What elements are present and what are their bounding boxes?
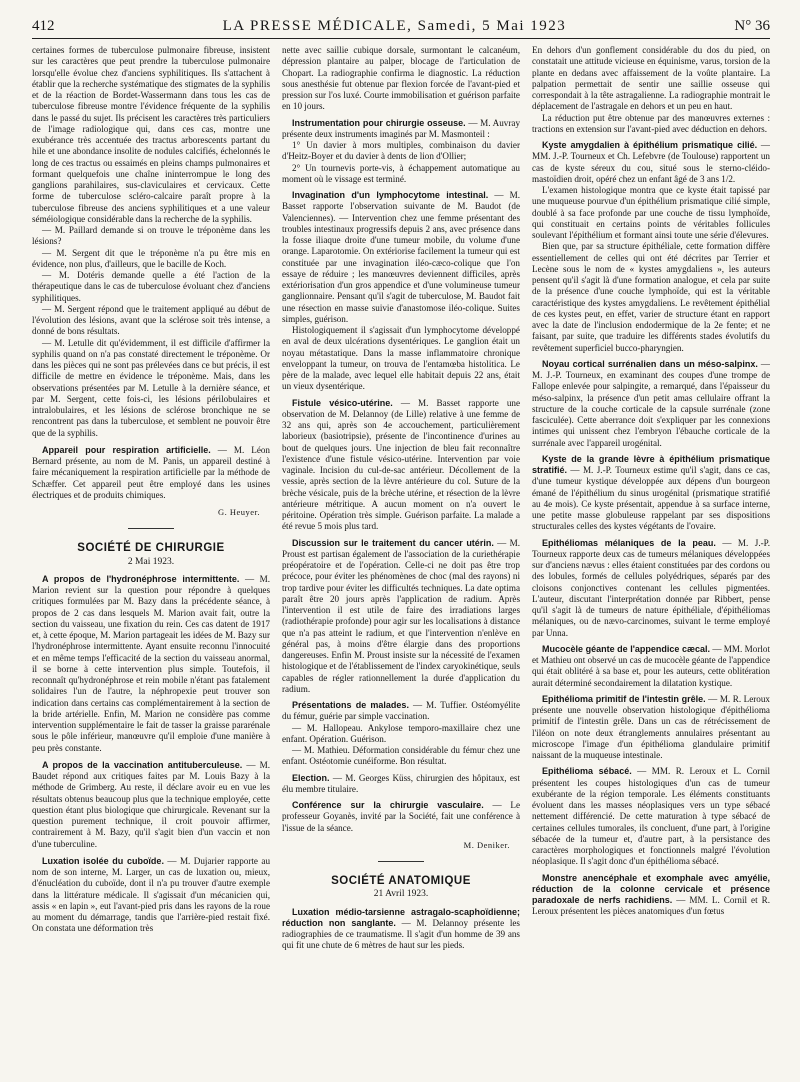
paragraph: — M. Mathieu. Déformation considérable du fémur chez une enfant. Ostéotomie cunéiforme. Bon résultat. — [282, 745, 520, 767]
section-heading: Monstre anencéphale et exomphale avec amyélie, réduction de la colonne cervicale et présence paradoxale de nerfs rachidiens. — [532, 872, 770, 905]
paragraph: — M. Léon Bernard présente, au nom de M. Panis, un appareil destiné à faire mécaniquement la respiration artificielle par la méthode de Schæffer. Cet appareil peut être employé dans les usines électriques et de produits chimiques. — [32, 444, 270, 500]
column-1 — [32, 45, 270, 1075]
paragraph: — M. J.-P. Tourneux estime qu'il s'agit, dans ce cas, d'une tumeur kystique développée aux dépens d'un bourgeon émané de l'épithélium du sinus urogénital (prismatique stratifié au 4e mois). Ce kyste présentait, appendue à sa surface interne, une petite masse globuleuse rappelant par ses dispositions structurales celles des kystes végétants de l'ovaire. — [532, 465, 770, 532]
text-columns — [32, 45, 770, 1075]
section-heading: Noyau cortical surrénalien dans un méso-salpinx. — [542, 358, 758, 369]
column-2 — [282, 45, 520, 1075]
paragraph: — M. Paillard demande si on trouve le tréponème dans les lésions? — [32, 225, 270, 247]
divider — [378, 861, 424, 862]
paragraph: — MM. Morlot et Mathieu ont observé un cas de mucocèle géante de l'appendice qui était oblitéré à sa base et, pour les auteurs, cette oblitération aurait déterminé secondairement la dilatation kystique. — [532, 643, 770, 688]
section-heading: Luxation isolée du cuboïde. — [42, 855, 164, 866]
paragraph: — MM. J.-P. Tourneux et Ch. Lefebvre (de Toulouse) rapportent un cas de kyste séreux du cou, situé sous le sterno-cléido-mastoïdien droit, opéré chez un enfant âgé de 3 ans 1/2. — [532, 140, 770, 184]
section-heading: Mucocèle géante de l'appendice cæcal. — [542, 643, 710, 654]
signature: G. Heuyer. — [217, 507, 260, 517]
section-heading: Conférence sur la chirurgie vasculaire. — [292, 800, 484, 810]
section-heading: A propos de l'hydronéphrose intermittente. — [42, 573, 240, 584]
paragraph: — M. Dujarier rapporte au nom de son interne, M. Larger, un cas de luxation ou, mieux, d'énucléation du cuboïde, dont il n'a pu trouver d'autre exemple dans la littérature médicale. Il s'agissait d'un mécanicien qui, assis « en lapin », eut l'avant-pied pris dans les rayons de la roue au moment du démarrage, tandis que l'arrière-pied restait fixé. On constata une déformation très — [32, 855, 270, 934]
paragraph: La réduction put être obtenue par des manœuvres externes : tractions en extension sur l'avant-pied avec déduction en dehors. — [532, 112, 770, 134]
paragraph: — M. Marion revient sur la question pour répondre à quelques critiques formulées par M. Bazy dans la précédente séance, à propos de 2 cas dans lesquels M. Marion avait fait, outre la section du vaisseau, une fixation du rein. Ces cas datent de 1917 et, à cette époque, M. Marion partageait les idées de M. Bazy sur l'hydronéphrose intermittente. Ayant ensuite reconnu l'innocuité et en même temps l'efficacité de la section du vaisseau anormal, il se borne à cette intervention plus simple. Toutefois, il reconnaît qu'hydronéphrose et rein mobile n'étant pas fatalement solidaires l'un de l'autre, la néphropexie peut trouver son indication dans certains cas complémentairement à la section de la bride artérielle. Enfin, M. Marion ne considère pas comme intervention supplémentaire le fait de tasser la graisse pararénale sous le pôle inférieur, manœuvre qu'il emploie d'une manière à peu près constante. — [32, 573, 270, 753]
paragraph: 1° Un davier à mors multiples, combinaison du davier d'Heitz-Boyer et du davier à dents de lion d'Ollier; — [282, 140, 520, 162]
paragraph: — M. J.-P. Tourneux, en examinant des coupes d'une trompe de Fallope enlevée pour salpingite, a remarqué, dans l'épaisseur du méso-salpinx, la présence d'un petit amas cellulaire offrant la structure de la couche corticale de la capsule surrénale (zone fasciculée). Cette aberrance doit s'expliquer par les connexions intimes qui unissent chez l'embryon l'ébauche corticale de la surrénale avec l'appareil urogénital. — [532, 358, 770, 448]
paragraph: — M. Basset rapporte l'observation suivante de M. Baudot (de Valenciennes). — Intervention chez une femme présentant des troubles intestinaux progressifs depuis 2 ans, avec présence dans la fosse iliaque droite d'une tumeur mobile, du volume d'une orange. Laparotomie. On extériorise facilement la tumeur qui est constituée par une invagination iléo-cæco-colique que l'on essaye de réduire ; les manœuvres deviennent difficiles, après extériorisation d'un gros appendice et d'une volumineuse tumeur ganglionnaire. Pensant qu'il s'agit de tuberculose, M. Baudot fait une résection en masse suivie d'anastomose iléo-colique. Suites simples, guérison. — [282, 190, 520, 324]
paragraph: — M. Georges Küss, chirurgien des hôpitaux, est élu membre titulaire. — [282, 772, 520, 794]
journal-title: LA PRESSE MÉDICALE, Samedi, 5 Mai 1923 — [222, 18, 567, 34]
session-date: 21 Avril 1923. — [373, 889, 429, 900]
paragraph: — MM. L. Cornil et R. Leroux présentent les pièces anatomiques d'un fœtus — [532, 895, 770, 917]
paragraph: Histologiquement il s'agissait d'un lymphocytome développé en aval de deux ulcérations dysentériques. Le ganglion était un noyau métastatique. Dans la masse inflammatoire chronique enveloppant la tumeur, on trouva de l'entamœba histolitica. Le père de la malade, avec lequel elle habitait depuis 22 ans, était un vieux dysentérique. — [282, 325, 520, 392]
section-heading: Présentations de malades. — [292, 700, 409, 710]
paragraph: — M. Letulle dit qu'évidemment, il est difficile d'affirmer la syphilis quand on n'a pas constaté directement le tréponème. Or dans les pièces qui ne sont pas prélevées dans ce but précis, il est difficile de mettre en évidence le tréponème. Mais, dans les observations présentées par M. Letulle à la dernière séance, et par M. Sergent, cette fois-ci, les lésions périlobulaires et intralobulaires, et les lésions de sclérose bronchique ne se rencontrent pas dans la tuberculose, et semblent ne pouvoir être que de la syphilis. — [32, 337, 270, 438]
session-date: 2 Mai 1923. — [127, 556, 175, 567]
section-heading: Appareil pour respiration artificielle. — [42, 444, 211, 455]
paragraph: — M. Dotéris demande quelle a été l'action de la thérapeutique dans le cas de tuberculose évoluant chez d'anciens syphilitiques. — [32, 270, 270, 303]
paragraph: 2° Un tournevis porte-vis, à échappement automatique au moment où le vissage est terminé. — [282, 162, 520, 184]
paragraph: — M. Delannoy présente les radiographies de ce traumatisme. Il s'agit d'un homme de 39 ans qui fit une chute de 6 mètres de haut sur les pieds. — [282, 917, 520, 951]
section-heading: Fistule vésico-utérine. — [292, 397, 393, 408]
society-title: SOCIÉTÉ DE CHIRURGIE — [77, 542, 225, 555]
page-number: 412 — [32, 18, 55, 34]
paragraph: En dehors d'un gonflement considérable du dos du pied, on constatait une attitude vicieuse en équinisme, varus, torsion de la plante en dedans avec affaissement de la voûte plantaire. La palpation permettait de sentir une saillie osseuse qui correspondait à la tête astragalienne. La radiographie montrait le déplacement de l'astragale en dehors et un peu en haut. — [532, 45, 770, 112]
paragraph: — M. Sergent répond que le traitement appliqué au début de l'évolution des lésions, avant que la sclérose soit très intense, a donné de bons résultats. — [32, 303, 270, 337]
paragraph: — M. Proust est partisan également de l'association de la curiethérapie préopératoire et de l'opération. Celle-ci ne doit pas être trop précoce, pour éviter les phénomènes de choc (mal des rayons) ni trop tardive pour éviter les difficultés techniques. La date optima paraît être 20 jours après l'application de radium. Après l'intervention il est utile de faire des irradiations larges (radiothérapie profonde) pour agir sur les localisations à distance que n'a pas atteint le radium, et que l'intervention n'enlève en général pas, à moins d'être élargie dans des proportions dangereuses. Enfin M. Proust insiste sur la nécessité de l'examen histologique et de l'établissement de l'index caryokinétique, seuls capables de régler rationnellement la durée d'application du radium. — [282, 537, 520, 694]
section-heading: Luxation médio-tarsienne astragalo-scaphoïdienne; réduction non sanglante. — [282, 906, 520, 928]
paragraph: — M. R. Leroux présente une nouvelle observation histologique d'épithélioma primitif de l'intestin grêle. Dans un cas de rétrécissement de l'iléon on note deux étranglements annulaires présentant au microscope l'image d'un épithélioma glandulaire primitif naissant de la muqueuse intestinale. — [532, 693, 770, 760]
paragraph: — Le professeur Goyanès, invité par la Société, fait une conférence à l'issue de la séance. — [282, 800, 520, 833]
section-heading: Kyste amygdalien à épithélium prismatique cilié. — [542, 140, 758, 150]
column-3 — [532, 45, 770, 1075]
paragraph: Bien que, par sa structure épithéliale, cette formation diffère essentiellement de celles qui ont été décrites par Terrier et Lecène sous le nom de « kystes amygdaliens », les auteurs pensent qu'il s'agit là d'une formation analogue, et cela par suite de la présence d'une couche lymphoïde, qui est la véritable caractéristique des kystes amygdaliens. Le revêtement épithélial de ces kystes peut, en effet, varier de structure étant en rapport avec la date de l'inclusion endodermique de la 2e fente; et ne faisant, par suite, que traduire les différents stades évolutifs du revêtement superficiel bucco-pharyngien. — [532, 241, 770, 353]
paragraph: — M. Tuffier. Ostéomyélite du fémur, guérie par simple vaccination. — [282, 700, 520, 722]
issue-number: N° 36 — [734, 18, 770, 34]
section-heading: Epithéliomas mélaniques de la peau. — [542, 537, 716, 548]
paragraph: — M. Sergent dit que le tréponème n'a pu être mis en évidence, non plus, d'ailleurs, que le bacille de Koch. — [32, 247, 270, 269]
society-title: SOCIÉTÉ ANATOMIQUE — [331, 875, 471, 887]
paragraph: — M. Basset rapporte une observation de M. Delannoy (de Lille) relative à une femme de 32 ans qui, après son 4e accouchement, particulièrement laborieux (basiotripsie), présente de l'incontinence d'urines au bout de quelques jours. Une injection de bleu fait reconnaître l'existence d'une fistule vésico-utérine. Intervention par voie vaginale. Incision du cul-de-sac antérieur. Décollement de la vessie, après section de la lèvre antérieure du col. Suture de la brèche vésicale, puis de la brèche utérine, et résection de la lèvre antérieure métritique. A aucun moment on n'a ouvert le péritoine. Opération très simple. Guérison parfaite. La malade a été revue 5 mois plus tard. — [282, 397, 520, 532]
section-heading: Epithélioma primitif de l'intestin grêle. — [542, 693, 706, 704]
paragraph: — M. Hallopeau. Ankylose temporo-maxillaire chez une enfant. Opération. Guérison. — [282, 722, 520, 744]
paragraph: L'examen histologique montra que ce kyste était tapissé par une muqueuse pourvue d'un épithélium prismatique cilié simple, doublé à sa face profonde par une couche de tissu lymphoïde, qui constituait en certains points de véritables follicules soulevant l'épithélium et formant ainsi toute une série d'élevures. — [532, 185, 770, 240]
section-heading: Election. — [292, 772, 330, 783]
section-heading: Kyste de la grande lèvre à épithélium prismatique stratifié. — [532, 453, 770, 475]
section-heading: Invagination d'un lymphocytome intestinal. — [292, 190, 489, 200]
paragraph: — MM. R. Leroux et L. Cornil présentent les coupes histologiques d'un cas de tumeur exubérante de la région temporale. Les éléments constituants évoluent dans les masses néoplasiques vers un type sébacé nettement différencié. De cette maturation à type sébacé de certaines cellules tumorales, ils concluent, d'une part, à l'origine sébacée de la tumeur et, d'autre part, à la persistance des caractères morphologiques et fonctionnels malgré l'évolution néoplasique. Il s'agit donc d'un épithélioma sébacé. — [532, 766, 770, 867]
signature: M. Deniker. — [463, 839, 510, 850]
divider — [128, 528, 174, 529]
section-heading: Discussion sur le traitement du cancer utérin. — [292, 537, 494, 548]
page-header — [32, 18, 770, 39]
section-heading: Epithélioma sébacé. — [542, 766, 632, 777]
paragraph: certaines formes de tuberculose pulmonaire fibreuse, insistent sur les caractères que peut prendre la tuberculose pulmonaire lorsqu'elle évolue chez d'anciens syphilitiques. Ils s'attachent à établir que la recherche systématique des stigmates de la syphilis et de la réaction de Bordet-Wassermann dans tous les cas de tuberculose fibreuse montre l'évidence fréquente de la syphilis dans le passé du sujet. Ils précisent les caractères très particuliers de l'image radiologique qui, dans ces cas, montre une exubérance très accentuée des tractus arborescents partant du hile et une abondance insolite de nodules calcifiés, échelonnés le long de ces tractus ou essaimés en pleins champs pulmonaires et formant quelquefois une chaîne ininterrompue le long des ganglions parahilaires, sus-claviculaires et cervicaux. Cette forme de tuberculose scléro-calcaire paraît propre à la tuberculose fibreuse des anciens syphilitiques et a une valeur séméiologique considérable dans la recherche de la syphilis. — [32, 45, 270, 224]
paragraph: — M. Baudet répond aux critiques faites par M. Louis Bazy à la méthode de Grimberg. Au reste, il déclare avoir eu en vue les résultats obtenus beaucoup plus que la technique employée, cette question étant plus biologique que chirurgicale. Revenant sur la question purement technique, il croit pouvoir affirmer, contrairement à M. Bazy, qu'il s'agit bien d'un vaccin et non d'une tuberculine. — [32, 759, 270, 849]
section-heading: Instrumentation pour chirurgie osseuse. — [292, 117, 466, 128]
paragraph: — M. J.-P. Tourneux rapporte deux cas de tumeurs mélaniques développées sur d'anciens nævus : elles étaient constituées par des cordons ou des lobules, formés de cellules polyédriques, séparés par des cloisons conjonctives contenant les cellules pigmentées. L'auteur, discutant l'interprétation donnée par Ribbert, pense qu'il s'agit là de tumeurs de nature épithéliale, d'épithéliomas mélaniques, ou de nævo-carcinomes, suivant le terme employé par Unna. — [532, 537, 770, 638]
section-heading: A propos de la vaccination antituberculeuse. — [42, 759, 243, 770]
paragraph: — M. Auvray présente deux instruments imaginés par M. Masmonteil : — [282, 117, 520, 139]
paragraph: nette avec saillie cubique dorsale, surmontant le calcanéum, dépression plantaire au palper, blocage de l'articulation de Chopart. La radiographie confirma le diagnostic. La réduction sous anesthésie fut obtenue par flexion forcée de l'avant-pied et pression sur l'os luxé. Courte immobilisation et guérison parfaite en 10 jours. — [282, 45, 520, 112]
